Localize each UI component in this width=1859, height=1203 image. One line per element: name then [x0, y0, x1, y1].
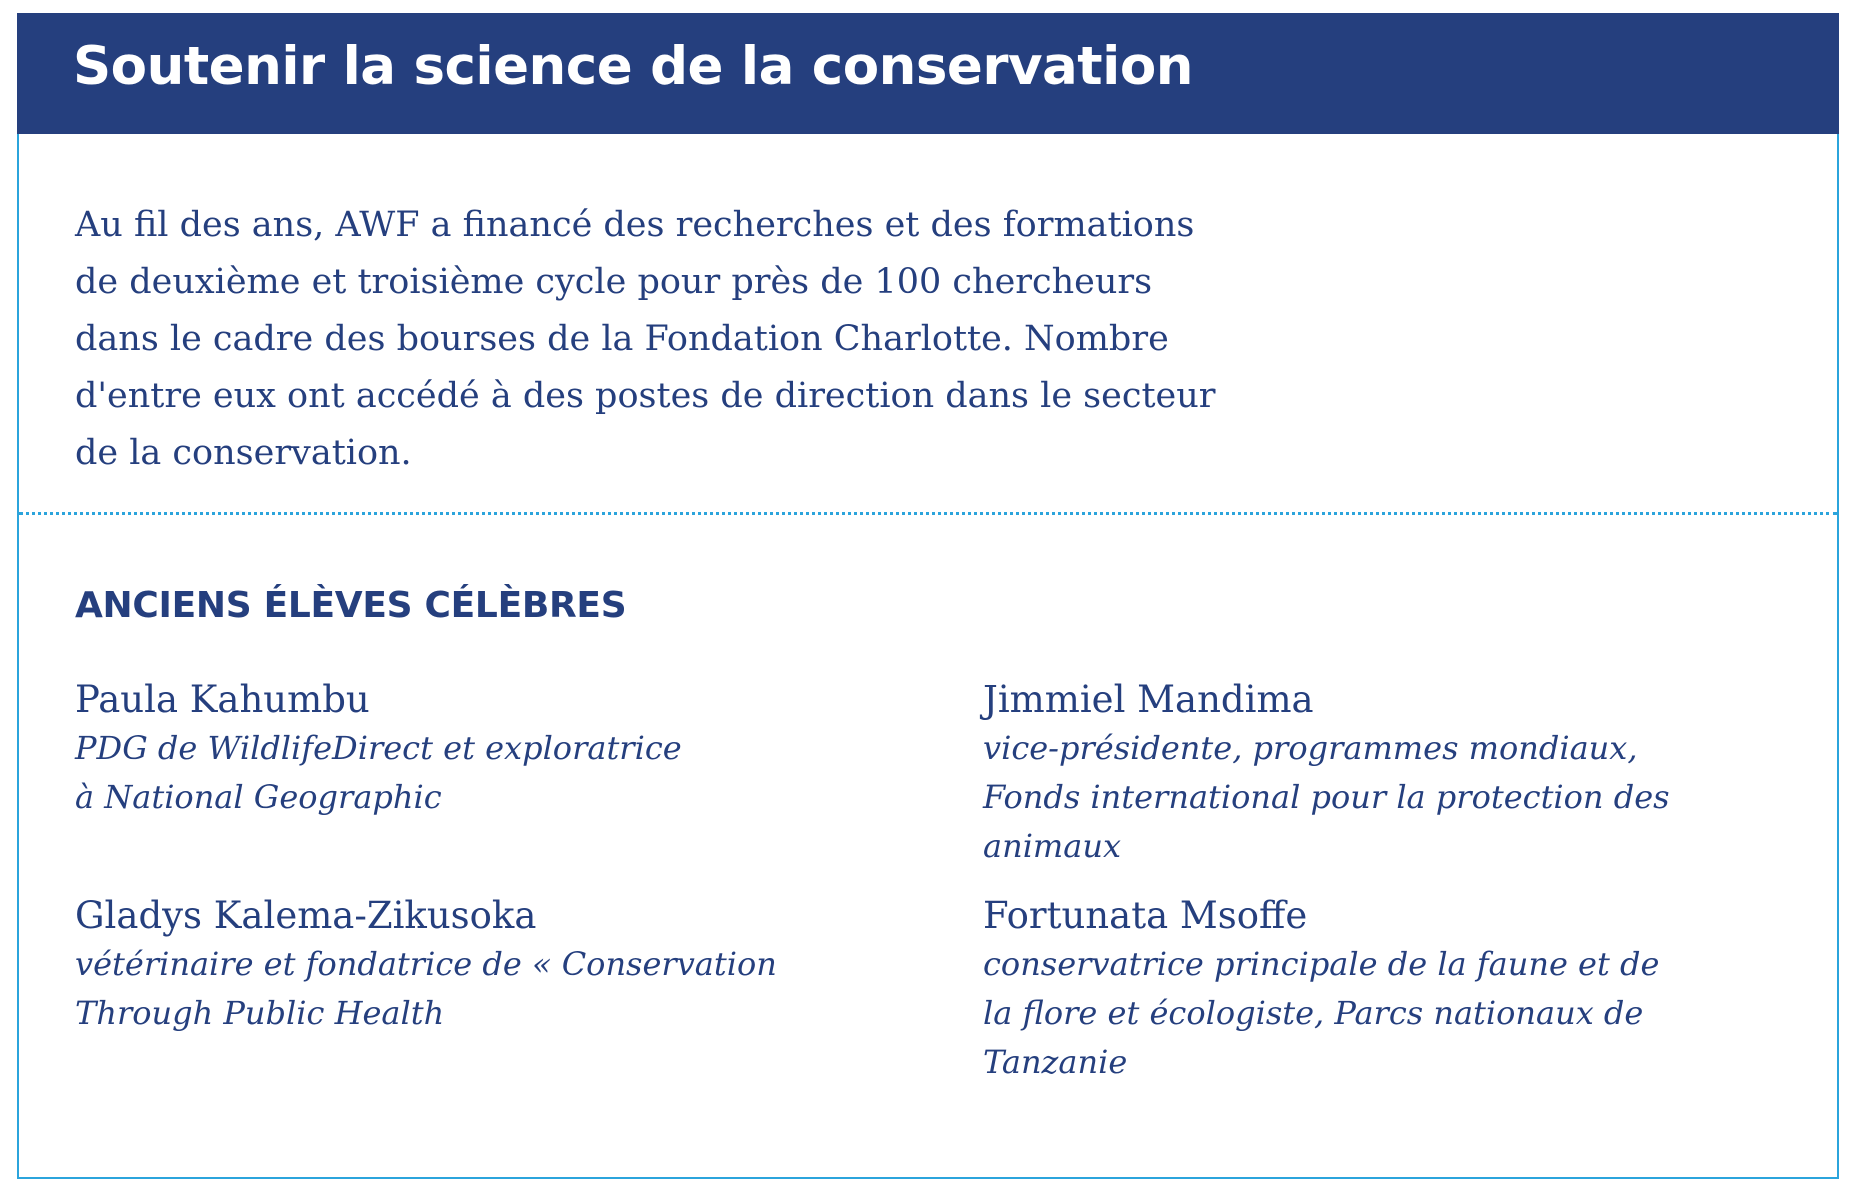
intro-line: d'entre eux ont accédé à des postes de direction dans le secteur: [75, 376, 1216, 416]
page-title: Soutenir la science de la conservation: [73, 36, 1193, 97]
alumnus-card: [75, 676, 682, 822]
alumnus-name: Paula Kahumbu: [75, 678, 370, 721]
alumnus-role-line: la flore et écologiste, Parcs nationaux de: [983, 994, 1644, 1032]
alumnus-card: [983, 892, 1659, 1087]
alumnus-name: Jimmiel Mandima: [983, 678, 1314, 721]
alumnus-role: [75, 940, 777, 1038]
alumni-heading: ANCIENS ÉLÈVES CÉLÈBRES: [75, 585, 627, 626]
alumnus-role-line: vétérinaire et fondatrice de « Conservation: [75, 945, 777, 983]
dotted-divider: [19, 512, 1837, 515]
alumnus-role-line: Tanzanie: [983, 1043, 1128, 1081]
alumnus-role-line: conservatrice principale de la faune et de: [983, 945, 1660, 983]
alumnus-name: Gladys Kalema-Zikusoka: [75, 894, 537, 937]
alumnus-card: [983, 676, 1670, 871]
alumnus-role: [75, 724, 682, 822]
alumnus-card: [75, 892, 777, 1038]
intro-paragraph: [75, 197, 1375, 482]
alumnus-role-line: vice-présidente, programmes mondiaux,: [983, 729, 1638, 767]
alumnus-role: [983, 724, 1670, 871]
intro-line: de la conservation.: [75, 433, 412, 473]
header-bar: [17, 13, 1839, 134]
intro-line: Au fil des ans, AWF a financé des recherches et des formations: [75, 205, 1195, 245]
alumnus-role-line: Through Public Health: [75, 994, 445, 1032]
alumnus-role-line: animaux: [983, 827, 1121, 865]
alumnus-name: Fortunata Msoffe: [983, 894, 1308, 937]
alumnus-role: [983, 940, 1659, 1087]
intro-line: de deuxième et troisième cycle pour près de 100 chercheurs: [75, 262, 1153, 302]
alumnus-role-line: PDG de WildlifeDirect et exploratrice: [75, 729, 682, 767]
alumnus-role-line: Fonds international pour la protection des: [983, 778, 1670, 816]
info-box: [17, 13, 1839, 1179]
intro-line: dans le cadre des bourses de la Fondation Charlotte. Nombre: [75, 319, 1169, 359]
alumnus-role-line: à National Geographic: [75, 778, 442, 816]
